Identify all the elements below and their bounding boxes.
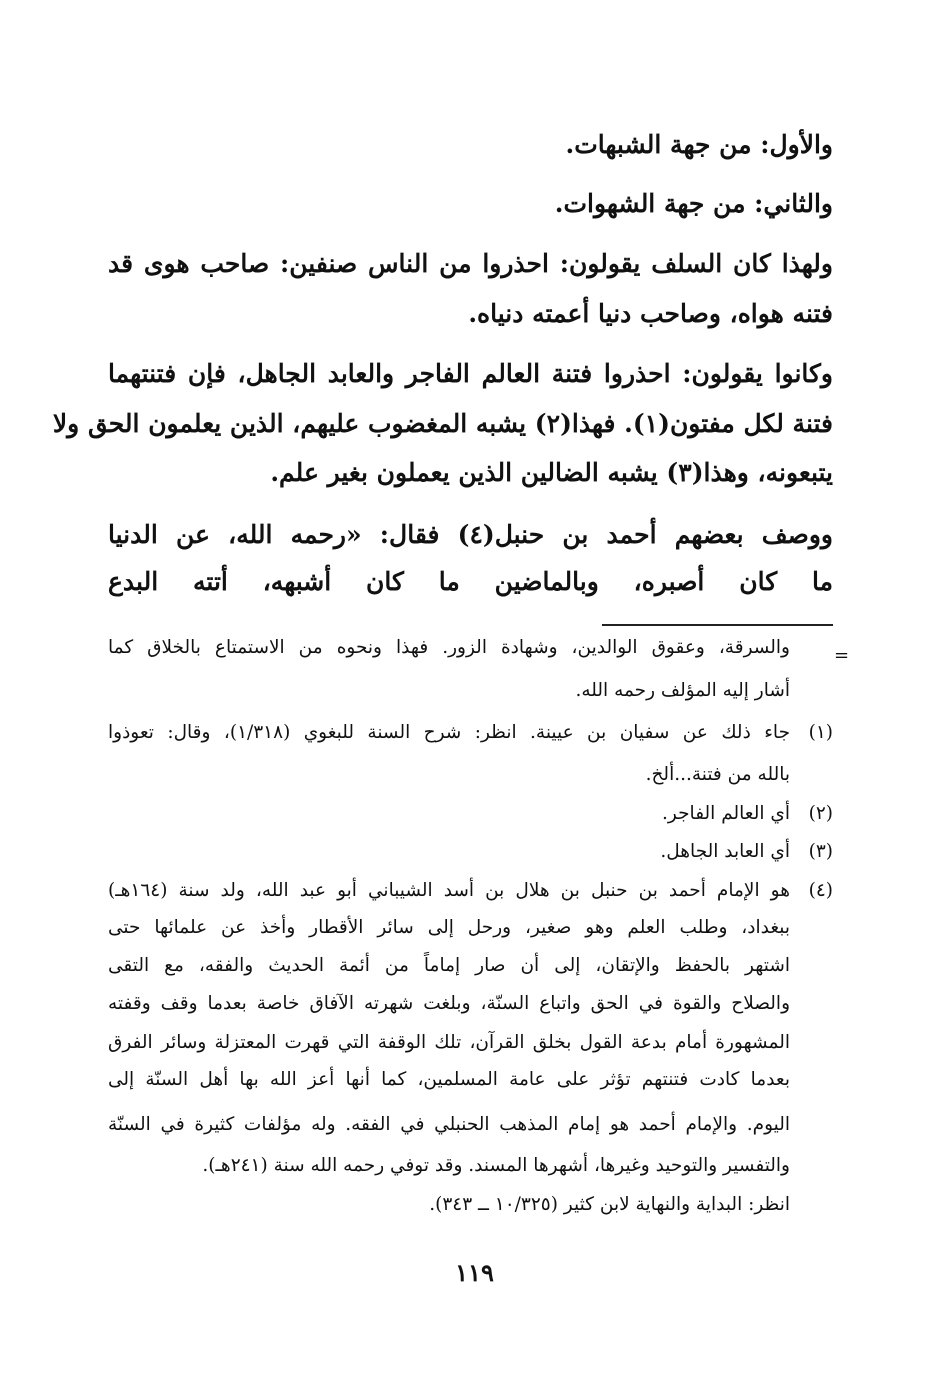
page-number: ١١٩ [455,1258,494,1287]
footnote-4-line-2: ببغداد، وطلب العلم وهو صغير، ورحل إلى سائر الأقطار وأخذ عن علمائها حتى [108,917,790,938]
footnote-2-number: (٢) [808,803,833,824]
footnote-4-line-4: والصلاح والقوة في الحق واتباع السنّة، وبلغت شهرته الآفاق خاصة بعدما وقف وقفته [108,993,790,1014]
footnote-4-number: (٤) [808,880,833,901]
continuation-marker: = [834,645,850,666]
footnote-2-line-1: أي العالم الفاجر. [662,803,790,824]
footnote-4-line-9: انظر: البداية والنهاية لابن كثير (١٠/٣٢٥ ــ ٣٤٣). [429,1194,790,1215]
footnote-continuation-line-2: أشار إليه المؤلف رحمه الله. [575,680,790,701]
footnote-4-line-1: هو الإمام أحمد بن حنبل بن هلال بن أسد الشيباني أبو عبد الله، ولد سنة (١٦٤هـ) [108,880,790,901]
footnote-4-line-3: اشتهر بالحفظ والإتقان، إلى أن صار إماماً من أئمة الحديث والفقه، مع التقى [108,955,790,976]
main-line-6: فتنة لكل مفتون(١). فهذا(٢) يشبه المغضوب عليهم، الذين يعلمون الحق ولا [52,409,833,438]
footnote-4-line-6: بعدما كادت فتنتهم تؤثر على عامة المسلمين، كما أنها أعز الله بها أهل السنّة إلى [108,1069,790,1090]
main-line-9: ما كان أصبره، وبالماضين ما كان أشبهه، أتته البدع [108,567,833,596]
footnote-3-line-1: أي العابد الجاهل. [660,841,790,862]
footnote-1-number: (١) [808,722,833,743]
footnote-1-line-2: بالله من فتنة...ألخ. [645,764,790,785]
footnote-1-line-1: جاء ذلك عن سفيان بن عيينة. انظر: شرح السنة للبغوي (١/٣١٨)، وقال: تعوذوا [108,722,790,743]
main-line-1: والأول: من جهة الشبهات. [565,130,833,159]
footnote-4-line-5: المشهورة أمام بدعة القول بخلق القرآن، تلك الوقفة التي قهرت المعتزلة وسائر الفرق [108,1032,790,1053]
footnote-3-number: (٣) [808,841,833,862]
main-line-8: ووصف بعضهم أحمد بن حنبل(٤) فقال: «رحمه الله، عن الدنيا [108,520,833,549]
main-line-2: والثاني: من جهة الشهوات. [554,189,833,218]
footnote-separator [602,624,833,626]
footnote-4-line-7: اليوم. والإمام أحمد هو إمام المذهب الحنبلي في الفقه. وله مؤلفات كثيرة في السنّة [108,1114,790,1135]
footnote-4-line-8: والتفسير والتوحيد وغيرها، أشهرها المسند. وقد توفي رحمه الله سنة (٢٤١هـ). [202,1155,790,1176]
footnote-continuation-line-1: والسرقة، وعقوق الوالدين، وشهادة الزور. فهذا ونحوه من الاستمتاع بالخلاق كما [108,637,790,658]
main-line-7: يتبعونه، وهذا(٣) يشبه الضالين الذين يعملون بغير علم. [270,458,833,487]
main-line-4: فتنه هواه، وصاحب دنيا أعمته دنياه. [468,299,833,328]
main-line-5: وكانوا يقولون: احذروا فتنة العالم الفاجر والعابد الجاهل، فإن فتنتهما [108,359,833,388]
main-line-3: ولهذا كان السلف يقولون: احذروا من الناس صنفين: صاحب هوى قد [108,249,833,278]
